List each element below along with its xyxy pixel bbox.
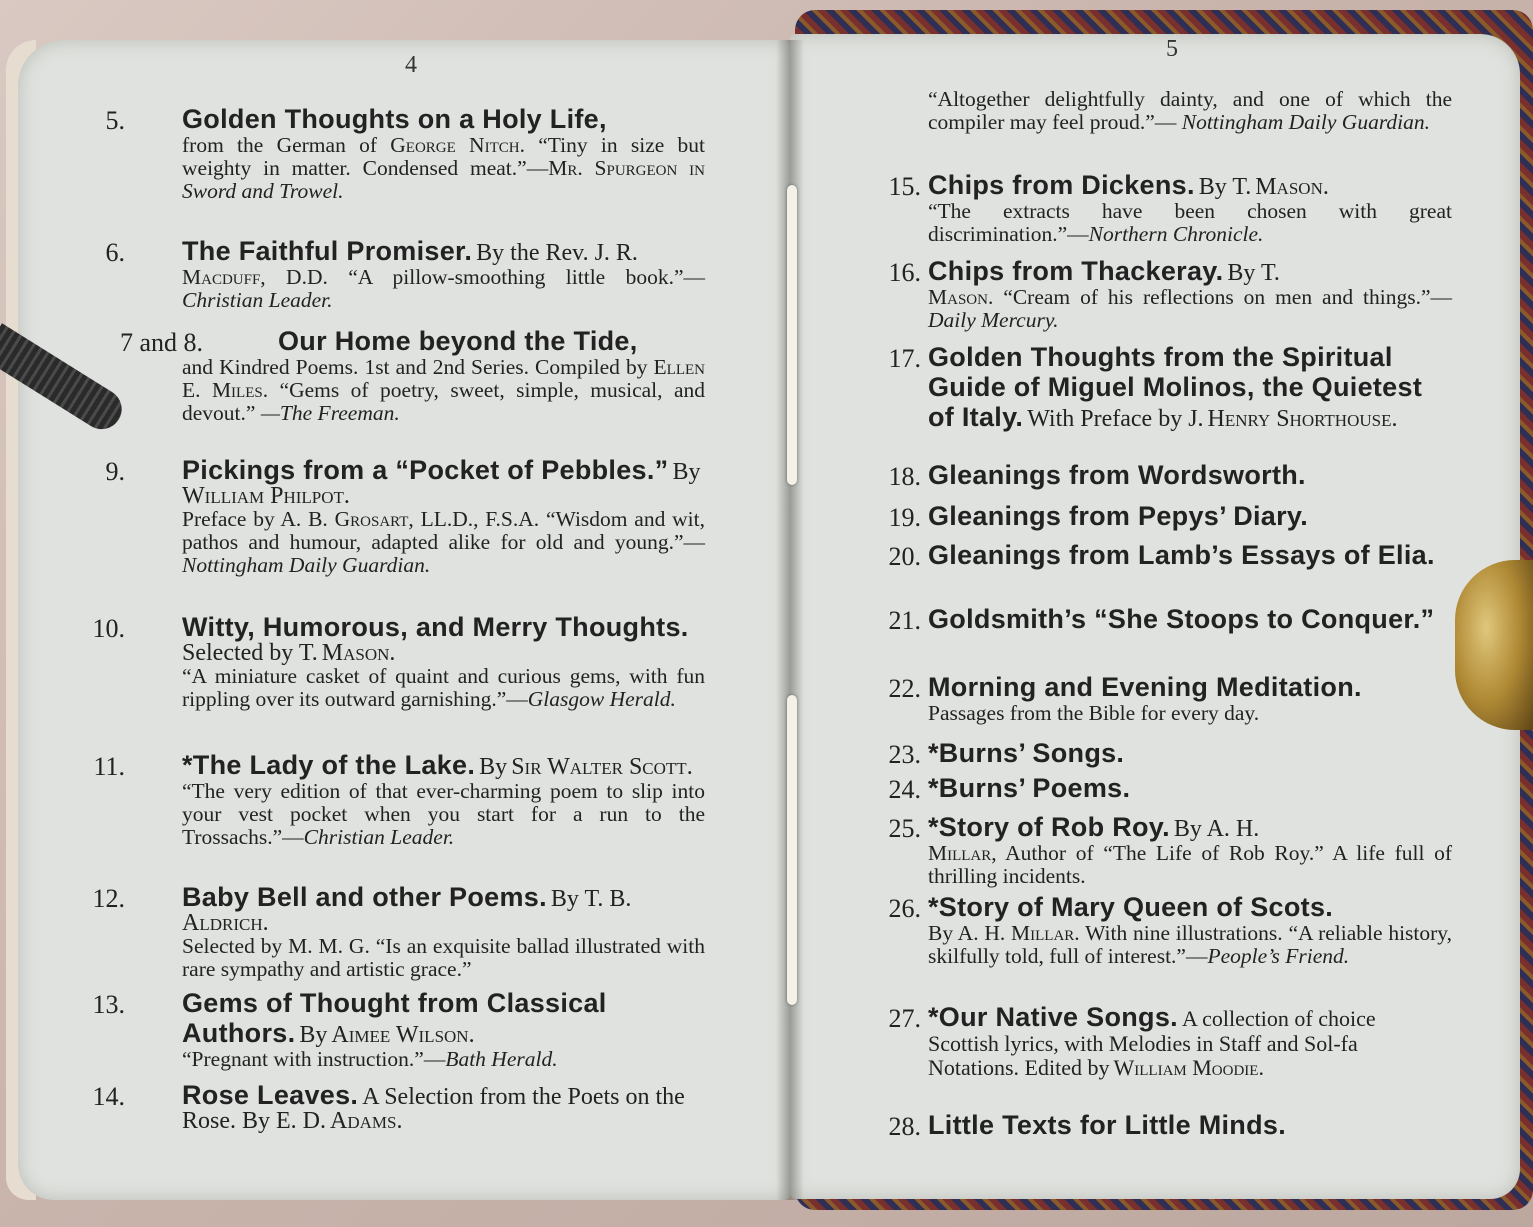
entry-title: Morning and Evening Meditation. <box>928 672 1362 702</box>
binding-stitch <box>787 185 797 485</box>
entry-title: Rose Leaves. <box>182 1080 359 1110</box>
entry-title: *Burns’ Songs. <box>928 738 1125 768</box>
binding-stitch <box>787 695 797 1005</box>
entry-body: By A. H. Millar. With nine illustrations. “A reliable history, skilfully told, full of interest.”—People’s Friend. <box>928 921 1453 968</box>
page-number-left: 4 <box>405 52 417 78</box>
entry-title: Chips from Dickens. <box>928 170 1195 200</box>
list-item: 15. Chips from Dickens. By T. Mason. “The extracts have been chosen with great discrimination.”—Northern Chronicle. <box>876 170 1452 246</box>
entry-title: Gleanings from Lamb’s Essays of Elia. <box>928 540 1435 570</box>
list-item <box>876 540 1452 570</box>
brass-clasp <box>1455 560 1533 730</box>
list-item <box>876 1110 1452 1140</box>
entry-body: Passages from the Bible for every day. <box>928 701 1260 725</box>
entry-body: “Altogether delightfully dainty, and one of which the compiler may feel proud.”— Nottingham Daily Guardian. <box>928 87 1452 134</box>
entry-body: Mason. “Cream of his reflections on men and things.”—Daily Mercury. <box>928 285 1452 332</box>
list-item <box>876 738 1452 768</box>
entry-body: and Kindred Poems. 1st and 2nd Series. Compiled by Ellen E. Miles. “Gems of poetry, sweet, simple, musical, and devout.” —The Freeman. <box>182 355 705 425</box>
entry-body: Millar, Author of “The Life of Rob Roy.” A life full of thrilling incidents. <box>928 841 1452 888</box>
entry-title: *Story of Mary Queen of Scots. <box>928 892 1334 922</box>
list-item: 17. Golden Thoughts from the Spiritual Guide of Miguel Molinos, the Quietest of Italy. With Preface by J. Henry Shorthouse. <box>876 342 1452 432</box>
list-item <box>876 501 1452 531</box>
list-item: 9. Pickings from a “Pocket of Pebbles.” By William Philpot. Preface by A. B. Grosart, LL.D., F.S.A. “Wisdom and wit, pathos and humour, adapted alike for old and young.”—Nottingham Daily Guardian. <box>130 455 705 577</box>
entry-title: *Story of Rob Roy. <box>928 812 1170 842</box>
list-item <box>876 672 1452 725</box>
entry-title: *Burns’ Poems. <box>928 773 1131 803</box>
entry-title: Baby Bell and other Poems. <box>182 882 547 912</box>
list-item: 14. Rose Leaves. A Selection from the Poets on the Rose. By E. D. Adams. <box>130 1080 705 1133</box>
entry-body: Macduff, D.D. “A pillow-smoothing little book.”—Christian Leader. <box>182 265 706 312</box>
list-item <box>928 88 1452 134</box>
list-item: 25. *Story of Rob Roy. By A. H. Millar, Author of “The Life of Rob Roy.” A life full of thrilling incidents. <box>876 812 1452 888</box>
entry-number: 13. <box>92 990 125 1019</box>
list-item: 16. Chips from Thackeray. By T. Mason. “Cream of his reflections on men and things.”—Daily Mercury. <box>876 256 1452 332</box>
entry-body: “A miniature casket of quaint and curious gems, with fun rippling over its outward garnishing.”—Glasgow Herald. <box>182 664 705 711</box>
list-item: 6. The Faithful Promiser. By the Rev. J. R. Macduff, D.D. “A pillow-smoothing little book.”—Christian Leader. <box>130 236 705 312</box>
entry-title: The Faithful Promiser. <box>182 236 473 266</box>
entry-body: Preface by A. B. Grosart, LL.D., F.S.A. “Wisdom and wit, pathos and humour, adapted alike for old and young.”—Nottingham Daily Guardian. <box>182 507 706 577</box>
entry-number: 28. <box>888 1112 921 1141</box>
entry-number: 16. <box>888 258 921 287</box>
entry-number: 18. <box>888 462 921 491</box>
entry-number: 26. <box>888 894 921 923</box>
entry-body: “Pregnant with instruction.”—Bath Herald. <box>182 1047 558 1071</box>
entry-title: Gleanings from Pepys’ Diary. <box>928 501 1309 531</box>
entry-number: 15. <box>888 172 921 201</box>
entry-title: Golden Thoughts on a Holy Life, <box>182 104 607 134</box>
entry-title: Goldsmith’s “She Stoops to Conquer.” <box>928 604 1435 634</box>
list-item: 11. *The Lady of the Lake. By Sir Walter Scott. “The very edition of that ever-charming poem to slip into your vest pocket when you start for a run to the Trossachs.”—Christian Leader. <box>130 750 705 849</box>
page-number-right: 5 <box>1166 36 1178 62</box>
entry-number: 10. <box>92 614 125 643</box>
entry-number: 11. <box>93 752 125 781</box>
list-item <box>876 773 1452 803</box>
entry-title: Our Home beyond the Tide, <box>278 326 638 356</box>
entry-body: from the German of George Nitch. “Tiny in size but weighty in matter. Condensed meat.”—Mr. Spurgeon in Sword and Trowel. <box>182 133 706 203</box>
entry-number: 25. <box>888 814 921 843</box>
list-item <box>120 326 705 425</box>
entry-number: 24. <box>888 775 921 804</box>
list-item <box>876 460 1452 490</box>
list-item <box>876 604 1436 634</box>
entry-title: *Our Native Songs. <box>928 1002 1178 1032</box>
entry-number: 9. <box>105 457 125 486</box>
entry-number: 14. <box>92 1082 125 1111</box>
list-item <box>105 104 706 203</box>
entry-number: 22. <box>888 674 921 703</box>
entry-body: “The extracts have been chosen with great discrimination.”—Northern Chronicle. <box>928 199 1452 246</box>
entry-number: 12. <box>92 884 125 913</box>
list-item: 13. Gems of Thought from Classical Authors. By Aimee Wilson. “Pregnant with instruction.”—Bath Herald. <box>130 988 705 1071</box>
entry-body: Selected by M. M. G. “Is an exquisite ballad illustrated with rare sympathy and artistic grace.” <box>182 934 705 981</box>
entry-number: 7 and 8. <box>120 328 204 357</box>
entry-title: Pickings from a “Pocket of Pebbles.” <box>182 455 669 485</box>
entry-number: 17. <box>888 344 921 373</box>
entry-body: “The very edition of that ever-charming poem to slip into your vest pocket when you start for a run to the Trossachs.”—Christian Leader. <box>182 779 705 849</box>
entry-number: 19. <box>888 503 921 532</box>
list-item <box>876 892 1452 968</box>
entry-number: 5. <box>105 106 125 135</box>
entry-title: Golden Thoughts from the Spiritual Guide of Miguel Molinos, the Quietest of Italy. <box>928 342 1423 432</box>
entry-title: Gems of Thought from Classical Authors. <box>182 988 607 1048</box>
entry-title: Witty, Humorous, and Merry Thoughts. <box>182 612 689 642</box>
entry-title: *The Lady of the Lake. <box>182 750 476 780</box>
entry-title: Chips from Thackeray. <box>928 256 1224 286</box>
entry-number: 6. <box>105 238 125 267</box>
entry-number: 23. <box>888 740 921 769</box>
entry-number: 21. <box>888 606 921 635</box>
entry-number: 27. <box>888 1004 921 1033</box>
entry-title: Little Texts for Little Minds. <box>928 1110 1287 1140</box>
list-item: 27. *Our Native Songs. A collection of choice Scottish lyrics, with Melodies in Staff and Sol-fa Notations. Edited by William Moodie. <box>876 1002 1452 1080</box>
entry-title: Gleanings from Wordsworth. <box>928 460 1306 490</box>
entry-number: 20. <box>888 542 921 571</box>
list-item: 10. Witty, Humorous, and Merry Thoughts. Selected by T. Mason. “A miniature casket of quaint and curious gems, with fun rippling over its outward garnishing.”—Glasgow Herald. <box>130 612 705 711</box>
list-item: 12. Baby Bell and other Poems. By T. B. Aldrich. Selected by M. M. G. “Is an exquisite ballad illustrated with rare sympathy and artistic grace.” <box>130 882 705 981</box>
